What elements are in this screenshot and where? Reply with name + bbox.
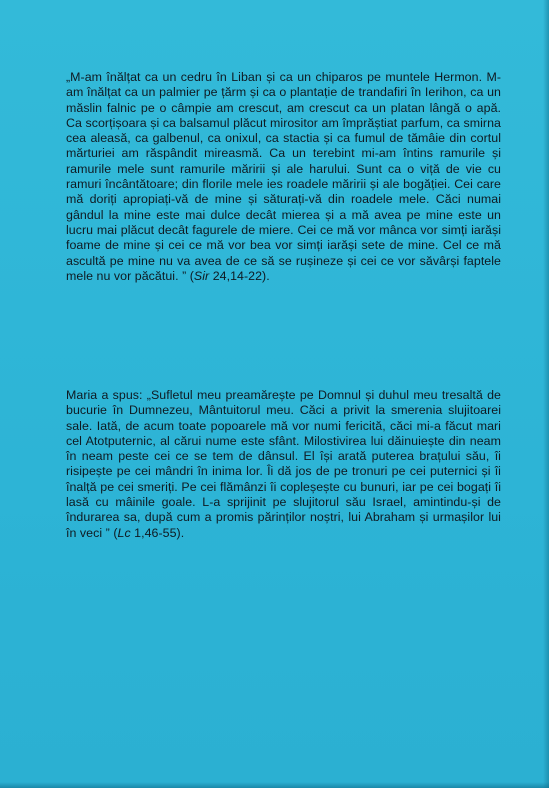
cover-edge-shadow-right [543, 0, 549, 788]
scripture-passage-magnificat [66, 388, 501, 541]
reference-verses: 1,46-55). [130, 525, 185, 540]
scripture-passage-sirach [66, 70, 501, 284]
reference-book: Sir [193, 268, 210, 283]
reference-book: Lc [117, 525, 131, 540]
reference-verses: 24,14-22). [209, 268, 270, 283]
passage-text: Maria a spus: „Sufletul meu preamărește pe Domnul și duhul meu tresaltă de bucurie în Dumnezeu, Mântuitorul meu. Căci a privit la smerenia slujitoarei sale. Iată, de acum toate popoarele mă vor numi fericită, căci mi-a făcut mari cel Atotputernic, al cărui nume este sfânt. Milostivirea lui dăinuiește din neam în neam peste cei ce se tem de dânsul. El își arată puterea brațului său, îi risipește pe cei mândri în inima lor. Îi dă jos de pe tronuri pe cei puternici și îi înalță pe cei smeriți. Pe cei flămânzi îi copleșește cu bunuri, iar pe cei bogați îi lasă cu mâinile goale. L-a sprijinit pe slujitorul său Israel, amintindu-și de îndurarea sa, după cum a promis părinților noștri, lui Abraham și urmașilor lui în veci ” ( [66, 388, 501, 540]
passage-text: „M-am înălțat ca un cedru în Liban și ca un chiparos pe muntele Hermon. M-am înălțat ca un palmier pe țărm și ca o plantație de trandafiri în Ierihon, ca un măslin falnic pe o câmpie am crescut, am crescut ca un platan lângă o apă. Ca scorțișoara și ca balsamul plăcut mirositor am împrăștiat parfum, ca smirna cea aleasă, ca galbenul, ca onixul, ca stactia și ca fumul de tămâie din cortul mărturiei am răspândit mireasmă. Ca un terebint mi-am întins ramurile și ramurile mele sunt ramurile măririi și ale harului. Sunt ca o viță de vie cu ramuri încântătoare; din florile mele ies roadele măririi și ale bogăției. Cei care mă doriți apropiați-vă de mine și săturați-vă din roadele mele. Căci numai gândul la mine este mai dulce decât mierea și a mă avea pe mine este un lucru mai plăcut decât fagurele de miere. Cei ce mă vor mânca vor simți iarăși foame de mine și cei ce mă vor bea vor simți iarăși sete de mine. Cel ce mă ascultă pe mine nu va avea de ce să se rușineze și cei ce vor săvârși faptele mele nu vor păcătui. ” ( [66, 70, 501, 283]
cover-edge-shadow-bottom [0, 782, 549, 788]
